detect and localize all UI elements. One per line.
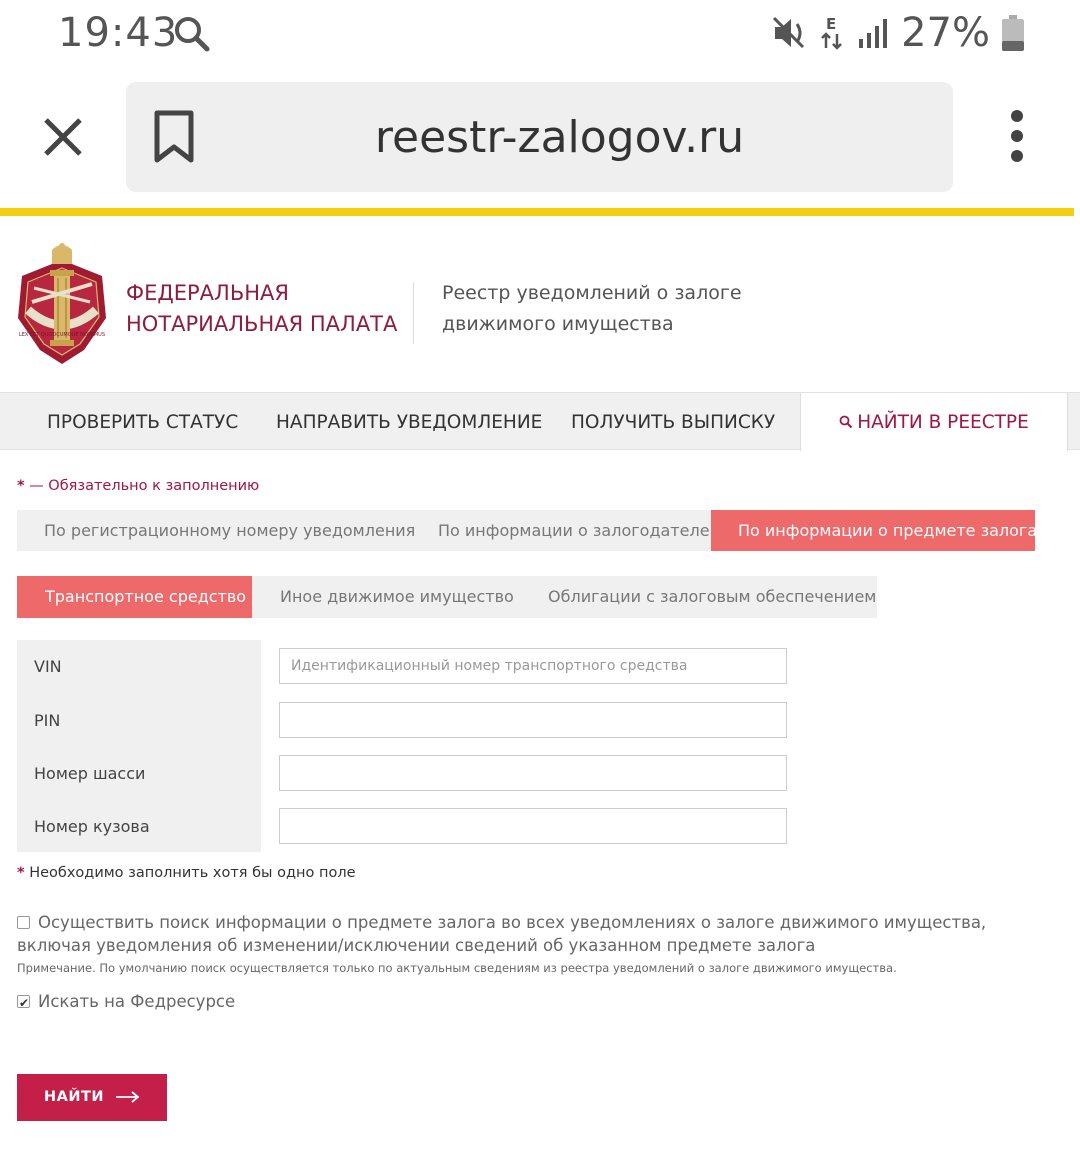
close-icon[interactable]: [38, 112, 88, 162]
battery-icon: [1002, 15, 1024, 51]
property-type-tabs: [17, 576, 877, 618]
nav-search-registry[interactable]: [800, 393, 1068, 451]
fedresurs-option: [17, 990, 235, 1013]
site-header: [0, 230, 1080, 390]
fedresurs-label: Искать на Федресурсе: [38, 992, 236, 1011]
tab-by-pledge-subject[interactable]: По информации о предмете залога: [711, 510, 1035, 551]
notary-chamber-emblem-logo[interactable]: [14, 240, 110, 370]
nav-search-registry-label: НАЙТИ В РЕЕСТРЕ: [857, 412, 1029, 433]
chassis-number-label: Номер шасси: [34, 764, 146, 783]
body-number-label: Номер кузова: [34, 817, 150, 836]
vin-label: VIN: [34, 657, 62, 676]
network-e-icon: [819, 14, 845, 52]
status-bar: [0, 0, 1080, 70]
all-notices-label-line2: включая уведомления об изменении/исключении сведений об указанном предмете залога: [17, 936, 816, 955]
fedresurs-checkbox[interactable]: [17, 995, 30, 1008]
browser-toolbar: [0, 70, 1080, 210]
organization-name[interactable]: ФЕДЕРАЛЬНАЯ НОТАРИАЛЬНАЯ ПАЛАТА: [126, 281, 398, 336]
vin-input[interactable]: [279, 648, 787, 684]
find-button-label: НАЙТИ: [44, 1089, 105, 1105]
search-icon: [839, 415, 853, 429]
all-notices-checkbox[interactable]: [17, 916, 30, 929]
nav-check-status[interactable]: ПРОВЕРИТЬ СТАТУС: [47, 412, 239, 433]
find-button[interactable]: [17, 1074, 167, 1121]
url-text[interactable]: reestr-zalogov.ru: [374, 112, 745, 163]
registry-title: Реестр уведомлений о залоге движимого имущества: [442, 282, 742, 335]
overflow-menu-icon[interactable]: [1004, 110, 1030, 166]
battery-percent: 27%: [901, 10, 990, 56]
all-notices-option: [17, 911, 986, 957]
mute-icon: [773, 16, 807, 50]
page-load-progress: [0, 208, 1074, 216]
tab-other-property[interactable]: Иное движимое имущество: [280, 587, 514, 606]
search-note: Примечание. По умолчанию поиск осуществляется только по актуальным сведениям из реестра уведомлений о залоге движимого имущества.: [17, 961, 897, 975]
tab-secured-bonds[interactable]: Облигации с залоговым обеспечением: [548, 587, 877, 606]
pin-label: PIN: [34, 711, 61, 730]
chassis-number-input[interactable]: [279, 755, 787, 791]
tab-by-notice-number[interactable]: По регистрационному номеру уведомления: [44, 521, 416, 540]
tab-vehicle[interactable]: Транспортное средство: [17, 576, 252, 618]
header-divider: [413, 282, 414, 344]
required-note: * — Обязательно к заполнению: [17, 478, 260, 494]
form-labels-panel: [17, 640, 261, 852]
tab-by-pledgor[interactable]: По информации о залогодателе: [438, 521, 710, 540]
all-notices-label-line1: Осуществить поиск информации о предмете залога во всех уведомлениях о залоге движимого имущества,: [38, 913, 987, 932]
nav-get-extract[interactable]: ПОЛУЧИТЬ ВЫПИСКУ: [571, 412, 776, 433]
search-icon: [172, 14, 212, 54]
status-time: 19:43: [58, 10, 179, 56]
one-field-required-note: * Необходимо заполнить хотя бы одно поле: [17, 865, 356, 881]
signal-icon: [857, 17, 889, 49]
status-indicators: [773, 8, 1024, 58]
body-number-input[interactable]: [279, 808, 787, 844]
nav-send-notice[interactable]: НАПРАВИТЬ УВЕДОМЛЕНИЕ: [276, 412, 543, 433]
svg-text:E: E: [826, 15, 837, 33]
pin-input[interactable]: [279, 702, 787, 738]
search-type-tabs: [17, 510, 1038, 551]
emblem-motto: LEX EST QUODCUMQUE NOTAMUS: [18, 332, 106, 338]
main-nav: [0, 392, 1080, 450]
arrow-right-icon: [116, 1089, 140, 1105]
address-bar[interactable]: [126, 82, 953, 192]
